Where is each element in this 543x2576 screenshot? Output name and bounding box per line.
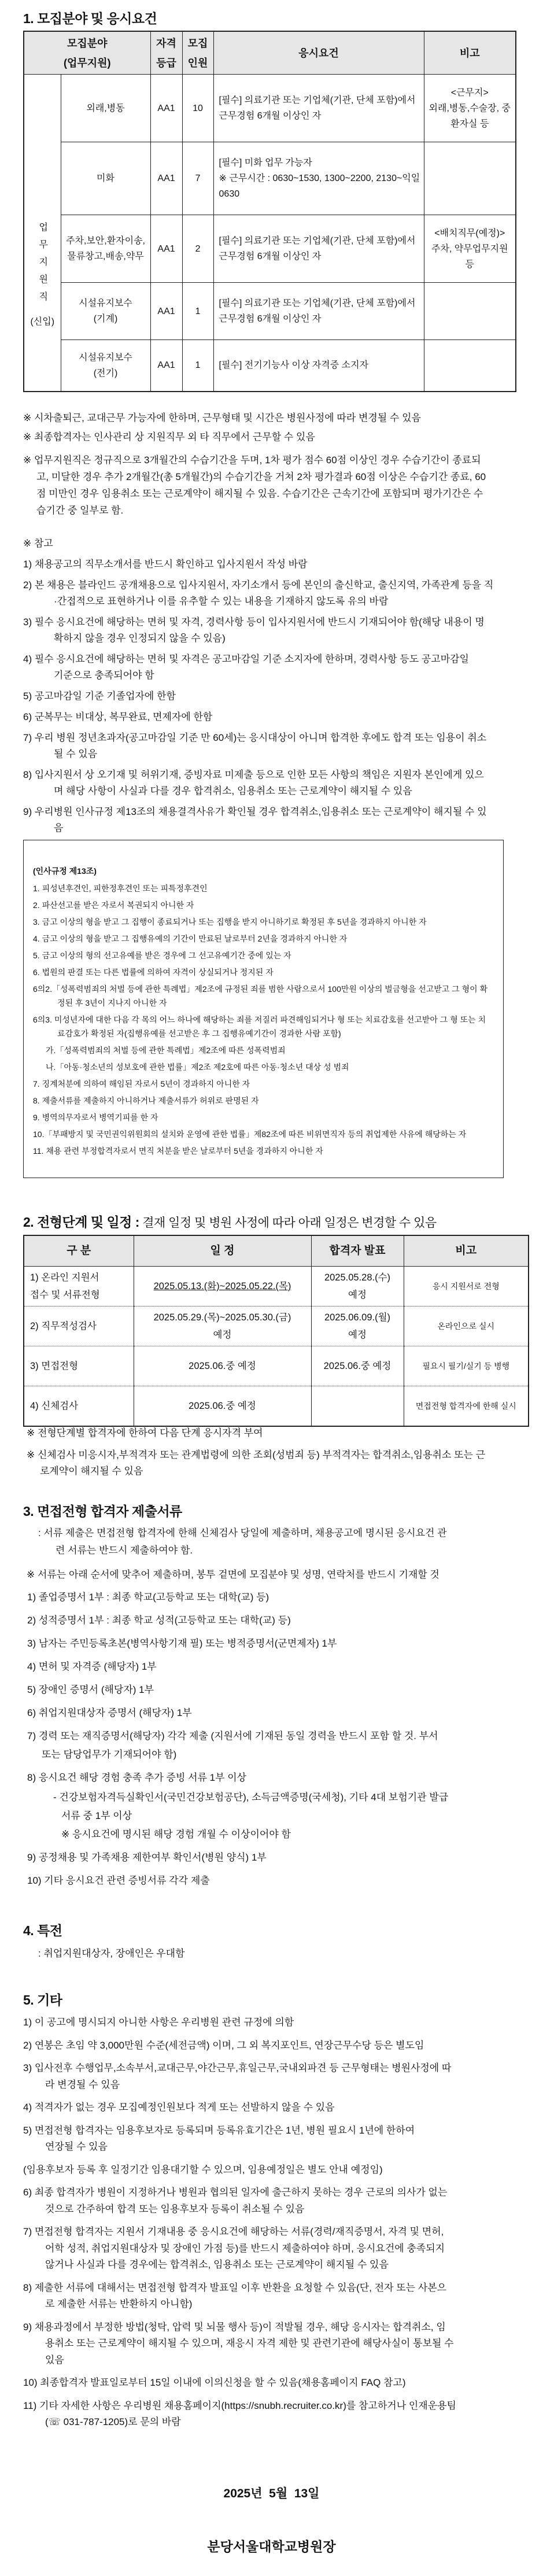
header-requirements: 응시요건 (213, 31, 424, 75)
regulation-list-b (33, 1077, 503, 1158)
misc-item: 8) 제출한 서류에 대해서는 면접전형 합격자 발표일 이후 반환을 요청할 수 있음(단, 전자 또는 사본으 로 제출한 서류는 반환하지 아니함) (23, 2282, 447, 2309)
stage-cell: 1) 온라인 지원서 접수 및 서류전형 (24, 1267, 134, 1307)
note: ※ 신체검사 미응시자,부적격자 또는 관계법령에 의한 조회(성범죄 등) 부적격자는 합격취소,임용취소 또는 근 로계약이 해지될 수 있음 (27, 1449, 486, 1477)
section-5-body (23, 2008, 529, 2431)
grade-cell: AA1 (150, 75, 182, 142)
documents-list-b (23, 1848, 530, 1890)
section-3-title: 3. 면접전형 합격자 제출서류 (23, 1504, 182, 1519)
regulation-box (23, 840, 504, 1178)
document-item: 7) 경력 또는 재직증명서(해당자) 각각 제출 (지원서에 기재된 동일 경력을 반드시 포함 할 것. 부서 또는 담당업무가 기재되어야 함) (27, 1730, 438, 1760)
reference-title: ※ 참고 (23, 538, 53, 549)
count-cell: 2 (182, 215, 213, 283)
misc-list-b (23, 2184, 529, 2431)
recruitment-table (23, 31, 516, 392)
reference-item: 1) 채용공고의 직무소개서를 반드시 확인하고 입사지원서 작성 바람 (23, 559, 308, 570)
regulation-item: 9. 병역의무자로서 병역기피를 한 자 (33, 1113, 158, 1122)
regulation-item: 5. 금고 이상의 형의 선고유예를 받은 경우에 그 선고유예기간 중에 있는 자 (33, 951, 291, 960)
header-schedule: 일 정 (134, 1235, 311, 1267)
document-item: 8) 응시요건 해당 경험 충족 추가 증빙 서류 1부 이상 (27, 1772, 247, 1783)
stage-cell: 4) 신체검사 (24, 1386, 134, 1427)
grade-cell: AA1 (150, 340, 182, 392)
documents-list-a (23, 1588, 530, 1787)
remark-cell (424, 340, 516, 392)
section-2-title: 2. 전형단계 및 일정 : (23, 1215, 139, 1230)
misc-item: 11) 기타 자세한 사항은 우리병원 채용홈페이지(https://snubh.recruiter.co.kr)를 참고하거나 인재운용팀 (☏ 031-787-1205)로 문의 바람 (23, 2400, 456, 2427)
remark-cell (424, 215, 516, 283)
misc-item: 9) 채용과정에서 부정한 방법(청탁, 압력 및 뇌물 행사 등)이 적발될 경우, 해당 응시자는 합격취소, 임 용취소 또는 근로계약이 해지될 수 있으며, 재응시 자격 제한 및 관련기관에 해당사실이 통보될 수 있음 (23, 2321, 454, 2365)
reference-item: 4) 필수 응시요건에 해당하는 면허 및 자격은 공고마감일 기준 소지자에 한하며, 경력사항 등도 공고마감일 기준으로 충족되어야 함 (23, 654, 469, 681)
requirement-cell: [필수] 의료기관 또는 기업체(기관, 단체 포함)에서 근무경험 6개월 이상인 자 (213, 215, 424, 283)
reference-item: 8) 입사지원서 상 오기재 및 허위기재, 증빙자료 미제출 등으로 인한 모든 사항의 책임은 지원자 본인에게 있으 며 해당 사항이 사실과 다를 경우 합격취소, 임용취소 또는 근로계약이 해지될 수 있음 (23, 769, 484, 796)
table-row (24, 1307, 529, 1346)
remark-title: <근무지> (450, 87, 489, 98)
group-label: 업무지원직 (37, 222, 47, 309)
regulation-item: 10.「부패방지 및 국민권익위원회의 설치와 운영에 관한 법률」제82조에 따른 비위면직자 등의 취업제한 사유에 해당하는 자 (33, 1130, 467, 1139)
grade-cell: AA1 (150, 215, 182, 283)
table-row (24, 340, 516, 392)
header-stage: 구 분 (24, 1235, 134, 1267)
table-header-row (24, 31, 516, 75)
remark-title: <배치직무(예정)> (434, 228, 505, 238)
regulation-item: 6. 법원의 판결 또는 다른 법률에 의하여 자격이 상실되거나 정지된 자 (33, 968, 274, 977)
regulation-item: 2. 파산선고를 받은 자로서 복권되지 아니한 자 (33, 901, 194, 910)
field-sub: (기계) (93, 314, 118, 324)
note: ※ 시차출퇴근, 교대근무 가능자에 한하며, 근무형태 및 시간은 병원사정에 따라 변경될 수 있음 (23, 412, 421, 423)
count-cell: 10 (182, 75, 213, 142)
remark-text: 외래,병동,수술장, 중환자실 등 (429, 103, 511, 129)
field-cell: 주차,보안,환자이송, 물류창고,배송,약무 (61, 215, 150, 283)
requirement-cell (213, 142, 424, 215)
reference-list (23, 556, 526, 836)
reference-item: 5) 공고마감일 기준 기졸업자에 한함 (23, 691, 176, 702)
regulation-title: (인사규정 제13조) (33, 866, 97, 876)
misc-note: (임용후보자 등록 후 일정기간 임용대기할 수 있으며, 임용예정일은 별도 안내 예정임) (23, 2164, 383, 2175)
field-cell (61, 340, 150, 392)
document-item: 5) 장애인 증명서 (해당자) 1부 (27, 1684, 154, 1695)
table-header-row (24, 1235, 529, 1267)
section-3-note: ※ 서류는 아래 순서에 맞추어 제출하며, 봉투 겉면에 모집분야 및 성명, 연락처를 반드시 기재할 것 (27, 1569, 439, 1580)
field-sub: (전기) (93, 368, 118, 378)
table-row (24, 1267, 529, 1307)
misc-item: 2) 연봉은 초임 약 3,000만원 수준(세전금액) 이며, 그 외 복지포인트, 연장근무수당 등은 별도임 (23, 2039, 424, 2051)
note: ※ 업무지원직은 정규직으로 3개월간의 수습기간을 두며, 1차 평가 점수 60점 이상인 경우 수습기간이 종료되 고, 미달한 경우 추가 2개월간(총 5개월간)의 수습기간을 거쳐 2차 평가결과 60점 이상은 수습기간 종료, 60 점 미만인 경우 임용취소 또는 근로계약이 해지될 수 있음. 수습기간은 근속기간에 포함되며 평가기간은 수 습기간 중 일부로 함. (23, 455, 486, 516)
header-remarks: 비고 (424, 31, 516, 75)
issuer-name: 분당서울대학교병원장 (207, 2539, 336, 2554)
field-label: 시설유지보수 (79, 298, 132, 308)
reference-item: 2) 본 채용은 블라인드 공개채용으로 입사지원서, 자기소개서 등에 본인의 출신학교, 출신지역, 가족관계 등을 직 ·간접적으로 표현하거나 이를 유추할 수 있는 내용을 기재하지 않도록 유의 바람 (23, 580, 494, 607)
table-row (24, 142, 516, 215)
section-3-intro: : 서류 제출은 면접전형 합격자에 한해 신체검사 당일에 제출하며, 채용공고에 명시된 응시요건 관 련 서류는 반드시 제출하여야 함. (38, 1527, 447, 1556)
regulation-sub-item: 나.「아동·청소년의 성보호에 관한 법률」제2조 제2호에 따른 아동·청소년 대상 성 범죄 (46, 1062, 349, 1072)
requirement-note: ※ 근무시간 : 0630~1530, 1300~2200, 2130~익일0630 (219, 174, 420, 199)
regulation-item: 3. 금고 이상의 형을 받고 그 집행이 종료되거나 또는 집행을 받지 아니하기로 확정된 후 5년을 경과하지 아니한 자 (33, 917, 427, 927)
document-item: 10) 기타 응시요건 관련 증빙서류 각각 제출 (27, 1875, 210, 1886)
field-cell: 미화 (61, 142, 150, 215)
requirement-cell: [필수] 의료기관 또는 기업체(기관, 단체 포함)에서 근무경험 6개월 이상인 자 (213, 75, 424, 142)
announce-cell (311, 1386, 404, 1427)
section-4-text: : 취업지원대상자, 장애인은 우대함 (38, 1948, 185, 1959)
group-cell (24, 75, 61, 392)
misc-item: 1) 이 공고에 명시되지 아니한 사항은 우리병원 관련 규정에 의함 (23, 2017, 294, 2028)
table-row (24, 283, 516, 340)
regulation-item: 6의2.「성폭력범죄의 처벌 등에 관한 특례법」제2조에 규정된 죄를 범한 사람으로서 100만원 이상의 벌금형을 선고받고 그 형이 확 정된 후 3년이 지나지 아니한 자 (33, 984, 488, 1007)
schedule-table (23, 1235, 529, 1427)
section-5-title: 5. 기타 (23, 1992, 62, 2007)
section-2-notes (27, 1424, 530, 1479)
misc-item: 10) 최종합격자 발표일로부터 15일 이내에 이의신청을 할 수 있음(채용홈페이지 FAQ 참고) (23, 2377, 406, 2388)
document-item: 9) 공정채용 및 가족채용 제한여부 확인서(병원 양식) 1부 (27, 1852, 267, 1863)
header-field-sub: (업무지원) (63, 57, 111, 69)
remark-cell: 응시 지원서로 전형 (404, 1267, 529, 1307)
header-field-label: 모집분야 (67, 37, 108, 49)
header-count (182, 31, 213, 75)
header-field (24, 31, 150, 75)
document-item: 1) 졸업증명서 1부 : 최종 학교(고등학교 또는 대학(교) 등) (27, 1592, 269, 1603)
requirement-cell: [필수] 전기기능사 이상 자격증 소지자 (213, 340, 424, 392)
document-item: 3) 남자는 주민등록초본(병역사항기재 필) 또는 병적증명서(군면제자) 1부 (27, 1638, 337, 1649)
reference-item: 7) 우리 병원 정년초과자(공고마감일 기준 만 60세)는 응시대상이 아니며 합격한 후에도 합격 또는 임용이 취소 될 수 있음 (23, 732, 487, 759)
reference-item: 3) 필수 응시요건에 해당하는 면허 및 자격, 경력사항 등이 입사지원서에 반드시 기재되어야 함(해당 내용이 명 확하지 않을 경우 인정되지 않을 수 있음) (23, 617, 485, 644)
remark-cell: 온라인으로 실시 (404, 1307, 529, 1346)
regulation-item: 4. 금고 이상의 형을 받고 그 집행유예의 기간이 만료된 날로부터 2년을 경과하지 아니한 자 (33, 934, 348, 943)
field-cell (61, 283, 150, 340)
section-4-title: 4. 특전 (23, 1923, 62, 1938)
regulation-item: 7. 징계처분에 의하여 해임된 자로서 5년이 경과하지 아니한 자 (33, 1079, 250, 1088)
misc-item: 3) 입사전후 수행업무,소속부서,교대근무,야간근무,휴일근무,국내외파견 등 근무형태는 병원사정에 따 라 변경될 수 있음 (23, 2062, 452, 2090)
header-grade-2: 등급 (156, 57, 176, 69)
regulation-sub-list (33, 1043, 503, 1074)
header-grade-1: 자격 (156, 37, 176, 49)
count-cell: 1 (182, 340, 213, 392)
requirement-text: [필수] 미화 업무 가능자 (219, 158, 312, 168)
header-count-2: 인원 (187, 57, 208, 69)
table-row (24, 1346, 529, 1386)
stage-cell: 2) 직무적성검사 (24, 1307, 134, 1346)
table-row (24, 75, 516, 142)
section-1-title: 1. 모집분야 및 응시요건 (23, 11, 157, 26)
regulation-item: 1. 피성년후견인, 피한정후견인 또는 피특정후견인 (33, 884, 208, 893)
notice-date: 2025년 5월 13일 (223, 2487, 320, 2500)
misc-item: 7) 면접전형 합격자는 지원서 기재내용 중 응시요건에 해당하는 서류(경력/재직증명서, 자격 및 면허, 어학 성적, 취업지원대상자 및 장애인 가점 등)를 반드시 제출하여야 하며, 응시요건에 충족되지 않거나 사실과 다를 경우에는 합격취소, 임용취소 또는 근로계약이 해지될 수 있음 (23, 2226, 445, 2270)
section-3-body (27, 1525, 530, 1890)
field-cell: 외래,병동 (61, 75, 150, 142)
header-count-1: 모집 (187, 37, 208, 49)
regulation-item: 8. 제출서류를 제출하지 아니하거나 제출서류가 허위로 판명된 자 (33, 1096, 259, 1105)
announce-cell: 2025.06.중 예정 (311, 1346, 404, 1386)
document-item: 2) 성적증명서 1부 : 최종 학교 성적(고등학교 또는 대학(교) 등) (27, 1615, 291, 1626)
table-row (24, 215, 516, 283)
documents-sub-item: - 건강보험자격득실확인서(국민건강보험공단), 소득금액증명(국세청), 기타 4대 보험기관 발급 서류 중 1부 이상 (53, 1792, 449, 1821)
remark-cell (424, 283, 516, 340)
remark-cell: 필요시 필기/실기 등 병행 (404, 1346, 529, 1386)
misc-item: 6) 최종 합격자가 병원이 지정하거나 병원과 협의된 일자에 출근하지 못하는 경우 근로의 의사가 없는 것으로 간주하여 합격 또는 임용후보자 등록이 취소될 수 있음 (23, 2187, 448, 2215)
regulation-sub-item: 가.「성폭력범죄의 처벌 등에 관한 특례법」제2조에 따른 성폭력범죄 (46, 1046, 286, 1055)
schedule-cell: 2025.06.중 예정 (134, 1386, 311, 1427)
count-cell: 1 (182, 283, 213, 340)
count-cell: 7 (182, 142, 213, 215)
remark-cell (424, 75, 516, 142)
schedule-cell: 2025.05.29.(목)~2025.05.30.(금) 예정 (134, 1307, 311, 1346)
reference-item: 6) 군복무는 비대상, 복무완료, 면제자에 한함 (23, 711, 213, 722)
field-label: 시설유지보수 (79, 352, 132, 363)
remark-cell: 면접전형 합격자에 한해 실시 (404, 1386, 529, 1427)
grade-cell: AA1 (150, 142, 182, 215)
schedule-text: 2025.05.13.(화)~2025.05.22.(목) (153, 1281, 291, 1291)
header-announce: 합격자 발표 (311, 1235, 404, 1267)
documents-sub-note: ※ 응시요건에 명시된 해당 경험 개월 수 이상이어야 함 (61, 1829, 291, 1840)
note: ※ 전형단계별 합격자에 한하여 다음 단계 응시자격 부여 (27, 1427, 263, 1438)
grade-cell: AA1 (150, 283, 182, 340)
header-grade (150, 31, 182, 75)
stage-cell: 3) 면접전형 (24, 1346, 134, 1386)
header-remark: 비고 (404, 1235, 529, 1267)
regulation-item: 6의3. 미성년자에 대한 다음 각 목의 어느 하나에 해당하는 죄를 저질러 파견해임되거나 형 또는 치료감호를 선고받아 그 형 또는 치 료감호가 확정된 자(집행유예를 선고받은 후 그 집행유예기간이 경과한 사람 포함) (33, 1015, 486, 1038)
document-item: 6) 취업지원대상자 증명서 (해당자) 1부 (27, 1707, 192, 1718)
requirement-cell: [필수] 의료기관 또는 기업체(기관, 단체 포함)에서 근무경험 6개월 이상인 자 (213, 283, 424, 340)
regulation-item: 11. 채용 관련 부정합격자로서 면직 처분을 받은 날로부터 5년을 경과하지 아니한 자 (33, 1146, 323, 1156)
remark-text: 주차, 약무업무지원 등 (431, 243, 508, 270)
misc-list-a (23, 2014, 529, 2156)
schedule-cell (134, 1267, 311, 1307)
misc-item: 5) 면접전형 합격자는 임용후보자로 등록되며 등록유효기간은 1년, 병원 필요시 1년에 한하여 연장될 수 있음 (23, 2124, 415, 2152)
announce-cell: 2025.05.28.(수) 예정 (311, 1267, 404, 1307)
note: ※ 최종합격자는 인사관리 상 지원직무 외 타 직무에서 근무할 수 있음 (23, 431, 315, 442)
section-1-notes (23, 409, 526, 836)
group-sub: (신입) (30, 317, 55, 327)
announce-cell: 2025.06.09.(월) 예정 (311, 1307, 404, 1346)
remark-cell (424, 142, 516, 215)
table-row (24, 1386, 529, 1427)
schedule-cell: 2025.06.중 예정 (134, 1346, 311, 1386)
reference-item: 9) 우리병원 인사규정 제13조의 채용결격사유가 확인될 경우 합격취소,임용취소 또는 근로계약이 해지될 수 있 음 (23, 806, 487, 833)
section-2-title-wrap (23, 1212, 437, 1231)
document-item: 4) 면허 및 자격증 (해당자) 1부 (27, 1661, 157, 1672)
section-2-subtitle: 결재 일정 및 병원 사정에 따라 아래 일정은 변경할 수 있음 (139, 1216, 437, 1230)
misc-item: 4) 적격자가 없는 경우 모집예정인원보다 적게 또는 선발하지 않을 수 있음 (23, 2102, 335, 2113)
regulation-list-a (33, 881, 503, 1040)
